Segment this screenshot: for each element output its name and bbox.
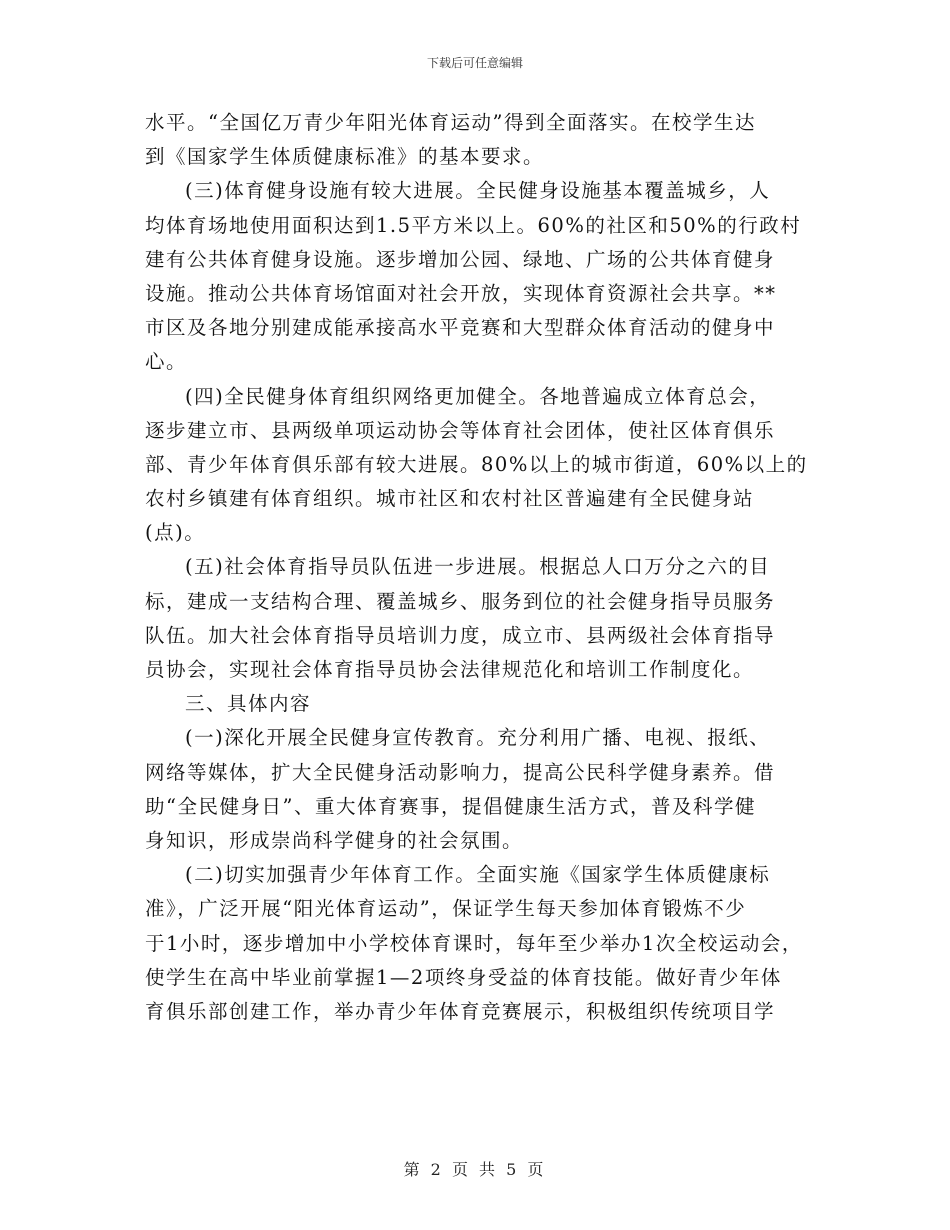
text-line: 员协会，实现社会体育指导员协会法律规范化和培训工作制度化。 [145,658,755,681]
text-line: 农村乡镇建有体育组织。城市社区和农村社区普遍建有全民健身站 [145,487,755,511]
text-line: 育俱乐部创建工作，举办青少年体育竞赛展示，积极组织传统项目学 [145,999,776,1023]
text-line: (一)深化开展全民健身宣传教育。充分利用广播、电视、报纸、 [185,726,771,750]
text-line: 水平。“全国亿万青少年阳光体育运动”得到全面落实。在校学生达 [145,111,756,134]
text-line: (三)体育健身设施有较大进展。全民健身设施基本覆盖城乡，人 [185,179,771,203]
text-line: 助“全民健身日”、重大体育赛事，提倡健康生活方式，普及科学健 [145,794,756,818]
text-line: (四)全民健身体育组织网络更加健全。各地普遍成立体育总会， [185,384,771,408]
page-header: 下载后可任意编辑 [426,56,523,70]
page-footer: 第 2 页 共 5 页 [403,1160,547,1179]
text-line: (五)社会体育指导员队伍进一步进展。根据总人口万分之六的目 [185,555,771,579]
text-line: 使学生在高中毕业前掌握1—2项终身受益的体育技能。做好青少年体 [145,965,782,989]
text-line: 网络等媒体，扩大全民健身活动影响力，提高公民科学健身素养。借 [145,760,776,784]
text-line: 队伍。加大社会体育指导员培训力度，成立市、县两级社会体育指导 [145,623,776,647]
text-line: 于1小时，逐步增加中小学校体育课时，每年至少举办1次全校运动会， [145,931,803,955]
text-line: 标，建成一支结构合理、覆盖城乡、服务到位的社会健身指导员服务 [145,589,776,613]
text-line: 部、青少年体育俱乐部有较大进展。80%以上的城市街道，60%以上的 [145,452,808,476]
text-line: 市区及各地分别建成能承接高水平竞赛和大型群众体育活动的健身中 [145,316,776,340]
text-line: 建有公共体育健身设施。逐步增加公园、绿地、广场的公共体育健身 [145,247,776,271]
text-line: 心。 [145,350,188,374]
text-line: 逐步建立市、县两级单项运动协会等体育社会团体，使社区体育俱乐 [145,418,776,442]
text-line: 三、具体内容 [185,692,312,716]
text-line: (二)切实加强青少年体育工作。全面实施《国家学生体质健康标 [185,863,771,887]
text-line: 身知识，形成崇尚科学健身的社会氛围。 [145,828,524,852]
text-line: (点)。 [145,521,206,545]
document-body [145,106,808,1029]
text-line: 到《国家学生体质健康标准》的基本要求。 [145,145,545,169]
text-line: 准》，广泛开展“阳光体育运动”，保证学生每天参加体育锻炼不少 [145,897,747,921]
text-line: 均体育场地使用面积达到1.5平方米以上。60%的社区和50%的行政村 [145,213,802,237]
text-line: 设施。推动公共体育场馆面对社会开放，实现体育资源社会共享。** [145,281,777,305]
